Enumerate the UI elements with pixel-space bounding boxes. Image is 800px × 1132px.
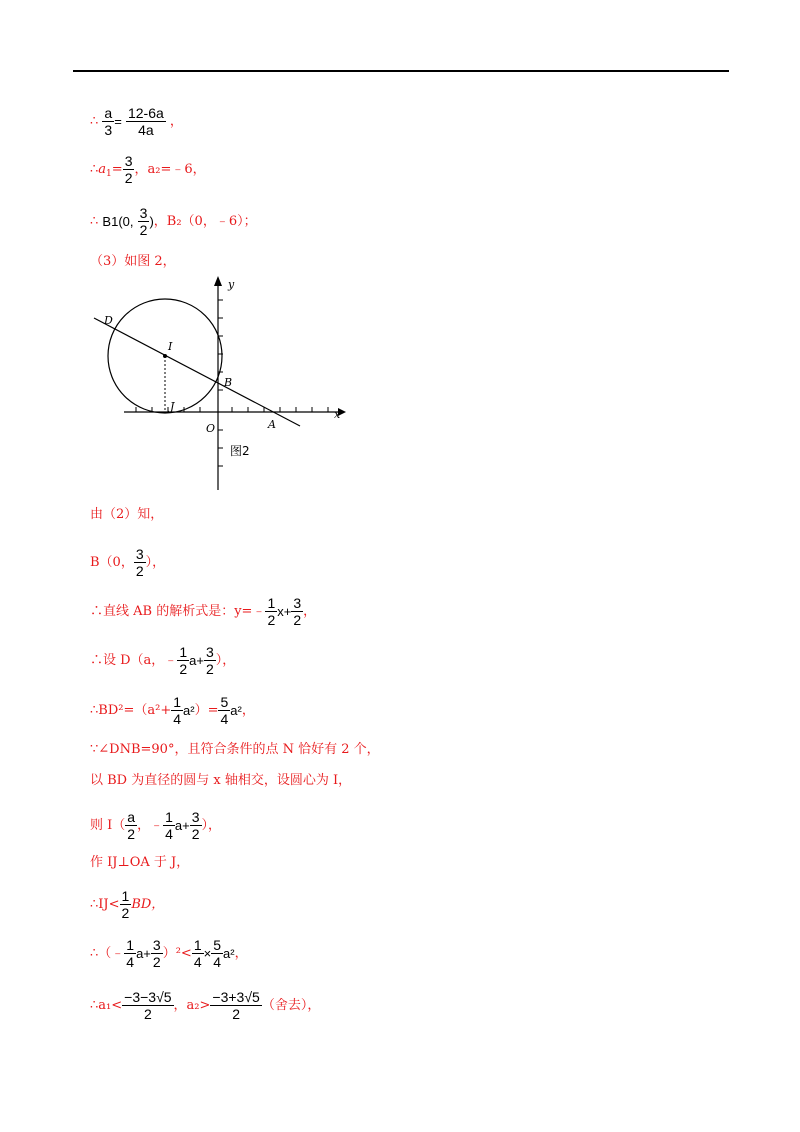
fraction-a-over-3: $\frac{a}{3}$ [104,105,113,139]
fig-caption: 图2 [230,444,250,458]
eq-line-14: ∴IJ< $\frac{1}{2}$ BD， [90,888,165,922]
figure-2 [90,272,350,494]
fraction-3-over-2: $\frac{3}{2}$ [139,205,148,239]
fig-label-d: D [104,314,113,327]
fig-label-a: A [268,418,276,431]
eq-line-1: ∴ $\frac{a}{3}$ = $\frac{12-6a}{4a}$ ， [90,105,183,139]
fraction-12-6a-over-4a: $\frac{12-6a}{4a}$ [127,105,164,139]
eq-line-6: B（0， $\frac{3}{2}$ ）， [90,546,166,580]
fraction-1-over-2: $\frac{1}{2}$ [121,888,130,922]
eq-line-9: ∴BD²=（a²+ $\frac{1}{4}$ a²）= $\frac{5}{4}$ a²， [90,694,255,728]
fraction-neg3-plus-3root5-over-2: $\frac{-3+3√5}{2}$ [212,989,260,1023]
eq-line-8: ∴设 D（a，﹣ $\frac{1}{2}$ a+ $\frac{3}{2}$ ）， [90,644,236,678]
eq-line-15: ∴（﹣ $\frac{1}{4}$ a+ $\frac{3}{2}$ ）²< $\frac{1}{4}$ × $\frac{5}{4}$ a²， [90,937,248,971]
fraction-5-over-4: $\frac{5}{4}$ [213,937,221,971]
fraction-3-over-2: $\frac{3}{2}$ [293,595,302,629]
fraction-3-over-2: $\frac{3}{2}$ [152,937,161,971]
eq-line-3: ∴ B1(0, $\frac{3}{2}$ )，B₂（0，﹣6）； [90,205,257,239]
fraction-1-over-4: $\frac{1}{4}$ [193,937,202,971]
eq-line-13: 作 IJ⊥OA 于 J， [90,855,190,870]
fraction-1-over-4: $\frac{1}{4}$ [173,694,182,728]
fig-label-x: x [334,408,341,421]
fraction-1-over-2: $\frac{1}{2}$ [179,644,188,678]
fraction-1-over-4: $\frac{1}{4}$ [165,809,173,843]
fig-label-i: I [168,340,173,353]
fraction-3-over-2: $\frac{3}{2}$ [135,546,144,580]
fraction-1-over-2: $\frac{1}{2}$ [267,595,276,629]
eq-line-11: 以 BD 为直径的圆与 x 轴相交，设圆心为 I， [90,773,352,788]
fraction-3-over-2: $\frac{3}{2}$ [205,644,214,678]
fig-label-b: B [224,376,233,389]
eq-line-4: （3）如图 2， [90,254,176,269]
eq-line-7: ∴直线 AB 的解析式是：y=﹣ $\frac{1}{2}$ x+ $\frac{3}{2}$ ， [90,595,317,629]
fraction-3-over-2: $\frac{3}{2}$ [191,809,200,843]
fig-label-o: O [206,422,216,435]
header-rule [73,70,729,72]
fig-label-j: J [170,400,175,413]
fraction-5-over-4: $\frac{5}{4}$ [220,694,229,728]
eq-line-12: 则 I（ $\frac{a}{2}$ ，﹣ $\frac{1}{4}$ a+ $\frac{3}{2}$ ）， [90,809,222,843]
eq-line-10: ∵∠DNB=90°，且符合条件的点 N 恰好有 2 个， [90,742,380,757]
fraction-1-over-4: $\frac{1}{4}$ [126,937,135,971]
fraction-neg3-minus-3root5-over-2: $\frac{-3-3√5}{2}$ [124,989,172,1023]
eq-line-5: 由（2）知， [90,507,164,522]
eq-line-2: $\therefore a_1=$ $\frac{3}{2}$ ，a₂=﹣6， [90,153,206,187]
fraction-3-over-2: $\frac{3}{2}$ [124,153,133,187]
fraction-a-over-2: $\frac{a}{2}$ [127,809,136,843]
eq-line-16: ∴a₁< $\frac{-3-3√5}{2}$ ，a₂> $\frac{-3+3√5}{2}$ （舍去）， [90,989,321,1023]
fig-label-y: y [228,278,235,291]
